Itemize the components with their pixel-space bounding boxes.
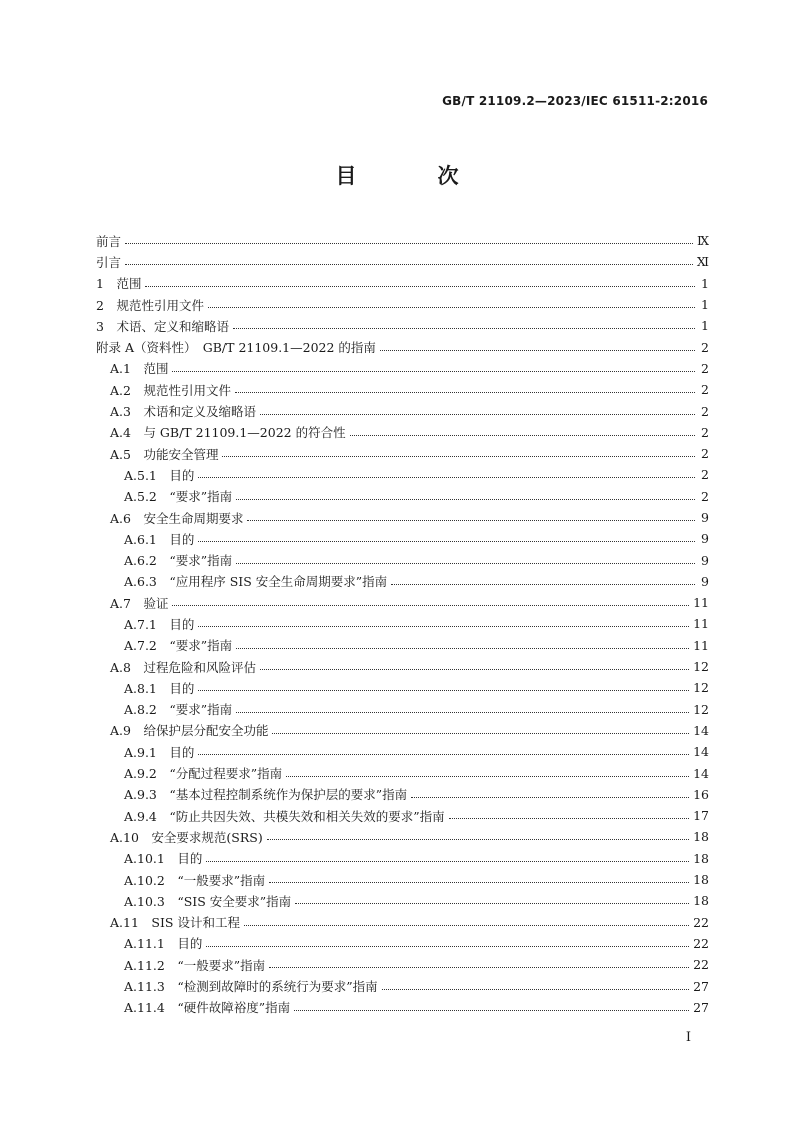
toc-entry-page: 11 [693,595,709,611]
page-title: 目 次 [335,164,489,188]
toc-entry-label: A.1 范围 [110,361,169,377]
toc-entry[interactable] [96,336,709,357]
toc-entry-page: 1 [701,275,709,291]
toc-entry-label: 2 规范性引用文件 [96,297,204,313]
toc-leader-dots [172,605,689,606]
toc-entry-label: A.9 给保护层分配安全功能 [110,723,269,739]
toc-entry-page: 27 [693,999,709,1015]
toc-leader-dots [172,371,695,372]
toc-leader-dots [222,456,695,457]
toc-entry[interactable] [96,997,709,1018]
toc-entry-page: 11 [693,616,709,632]
toc-entry-page: 9 [701,552,709,568]
toc-leader-dots [125,264,693,265]
toc-entry-page: 2 [701,424,709,440]
toc-entry[interactable] [96,528,709,549]
toc-entry-page: 1 [701,297,709,313]
toc-entry-page: Ⅺ [696,254,709,270]
toc-entry-label: A.7 验证 [110,595,169,611]
toc-entry[interactable] [96,869,709,890]
toc-entry[interactable] [96,975,709,996]
toc-entry-page: 14 [693,722,709,738]
toc-leader-dots [411,797,689,798]
page-number: Ⅰ [685,1030,691,1045]
toc-entry-page: 16 [693,786,709,802]
toc-leader-dots [286,776,689,777]
toc-entry[interactable] [96,635,709,656]
toc-entry-label: A.6.1 目的 [124,531,195,547]
toc-leader-dots [350,435,695,436]
toc-entry[interactable] [96,358,709,379]
toc-entry-label: 引言 [96,254,122,270]
toc-leader-dots [295,903,689,904]
toc-entry-page: 17 [693,808,709,824]
toc-entry-page: 18 [693,850,709,866]
toc-leader-dots [235,392,695,393]
toc-leader-dots [272,733,689,734]
toc-entry[interactable] [96,613,709,634]
toc-entry-page: 12 [693,659,709,675]
toc-leader-dots [449,818,689,819]
toc-leader-dots [233,328,695,329]
toc-leader-dots [244,925,689,926]
toc-entry-label: 1 范围 [96,276,142,292]
toc-entry[interactable] [96,592,709,613]
toc-entry-page: 14 [693,765,709,781]
toc-entry-page: Ⅸ [696,233,709,249]
toc-entry-label: 附录 A（资料性） GB/T 21109.1—2022 的指南 [96,340,376,356]
toc-entry-label: A.6.3 “应用程序 SIS 安全生命周期要求”指南 [124,574,388,590]
toc-leader-dots [391,584,695,585]
toc-entry-label: A.9.3 “基本过程控制系统作为保护层的要求”指南 [124,787,408,803]
toc-entry-label: 3 术语、定义和缩略语 [96,318,229,334]
toc-entry-label: 前言 [96,233,122,249]
toc-entry[interactable] [96,400,709,421]
toc-entry-label: A.11.3 “检测到故障时的系统行为要求”指南 [124,979,378,995]
toc-entry-page: 2 [701,360,709,376]
toc-entry-page: 12 [693,701,709,717]
toc-entry[interactable] [96,699,709,720]
toc-entry[interactable] [96,933,709,954]
toc-entry-label: A.3 术语和定义及缩略语 [110,404,256,420]
toc-entry[interactable] [96,379,709,400]
toc-entry-label: A.9.1 目的 [124,744,195,760]
toc-entry[interactable] [96,273,709,294]
toc-leader-dots [382,989,689,990]
toc-leader-dots [269,882,689,883]
toc-entry-page: 18 [693,829,709,845]
toc-entry-label: A.11.2 “一般要求”指南 [124,957,266,973]
toc-entry[interactable] [96,443,709,464]
toc-entry-page: 9 [701,531,709,547]
toc-entry-label: A.9.2 “分配过程要求”指南 [124,766,283,782]
toc-entry-page: 27 [693,978,709,994]
toc-leader-dots [198,626,689,627]
toc-entry-page: 1 [701,318,709,334]
toc-entry-label: A.4 与 GB/T 21109.1—2022 的符合性 [110,425,346,441]
toc-leader-dots [208,307,695,308]
toc-entry[interactable] [96,954,709,975]
toc-entry-label: A.8.2 “要求”指南 [124,702,233,718]
toc-entry-label: A.7.2 “要求”指南 [124,638,233,654]
toc-entry[interactable] [96,549,709,570]
toc-entry[interactable] [96,230,709,251]
toc-entry-page: 9 [701,510,709,525]
toc-entry-page: 18 [693,893,709,909]
toc-entry-page: 2 [701,488,709,504]
toc-entry[interactable] [96,251,709,272]
toc-entry-page: 14 [693,744,709,760]
toc-leader-dots [236,712,689,713]
toc-leader-dots [269,967,689,968]
toc-leader-dots [206,946,689,947]
toc-entry-label: A.5.1 目的 [124,467,195,483]
toc-leader-dots [198,541,695,542]
toc-leader-dots [198,690,689,691]
toc-entry[interactable] [96,315,709,336]
toc-leader-dots [236,499,695,500]
toc-entry[interactable] [96,848,709,869]
toc-leader-dots [236,563,695,564]
toc-entry-page: 2 [701,403,709,419]
toc-entry-page: 2 [701,467,709,483]
toc-entry-label: A.6.2 “要求”指南 [124,553,233,569]
standard-code-header: GB/T 21109.2—2023/IEC 61511-2:2016 [442,94,708,108]
toc-leader-dots [260,669,689,670]
toc-leader-dots [380,350,695,351]
toc-leader-dots [267,839,689,840]
toc-entry-page: 2 [701,382,709,398]
toc-entry[interactable] [96,656,709,677]
toc-entry[interactable] [96,720,709,741]
toc-entry[interactable] [96,677,709,698]
table-of-contents [96,230,709,1018]
toc-entry[interactable] [96,294,709,315]
toc-entry-label: A.10.1 目的 [124,851,203,867]
toc-leader-dots [125,243,693,244]
toc-entry-label: A.9.4 “防止共因失效、共模失效和相关失效的要求”指南 [124,808,445,824]
toc-entry-page: 12 [693,680,709,696]
toc-entry-label: A.10.3 “SIS 安全要求”指南 [124,893,292,909]
toc-entry-page: 22 [693,914,709,930]
toc-entry[interactable] [96,890,709,911]
toc-leader-dots [145,286,695,287]
toc-entry-page: 18 [693,872,709,888]
toc-entry-label: A.6 安全生命周期要求 [110,510,244,526]
toc-entry-page: 11 [693,637,709,653]
toc-entry-page: 22 [693,935,709,951]
toc-leader-dots [198,477,695,478]
toc-entry[interactable] [96,762,709,783]
toc-entry-label: A.11 SIS 设计和工程 [110,915,240,931]
toc-leader-dots [206,861,689,862]
toc-leader-dots [236,648,689,649]
toc-leader-dots [247,520,695,521]
toc-entry[interactable] [96,507,709,528]
toc-entry-label: A.8.1 目的 [124,680,195,696]
toc-entry-page: 9 [701,573,709,589]
toc-entry-label: A.11.1 目的 [124,936,203,952]
toc-leader-dots [198,754,689,755]
toc-entry-label: A.8 过程危险和风险评估 [110,659,256,675]
toc-entry[interactable] [96,784,709,805]
toc-entry[interactable] [96,912,709,933]
toc-entry-label: A.5.2 “要求”指南 [124,489,233,505]
toc-entry[interactable] [96,826,709,847]
toc-entry-label: A.5 功能安全管理 [110,446,219,462]
toc-entry[interactable] [96,464,709,485]
toc-entry[interactable] [96,741,709,762]
toc-leader-dots [260,414,695,415]
toc-entry-page: 22 [693,957,709,973]
toc-entry[interactable] [96,486,709,507]
toc-entry-page: 2 [701,446,709,462]
toc-entry-label: A.11.4 “硬件故障裕度”指南 [124,1000,291,1016]
toc-entry[interactable] [96,422,709,443]
toc-entry[interactable] [96,805,709,826]
toc-entry-label: A.10.2 “一般要求”指南 [124,872,266,888]
toc-entry-label: A.7.1 目的 [124,616,195,632]
toc-leader-dots [294,1010,689,1011]
toc-entry-label: A.10 安全要求规范(SRS) [110,829,263,845]
toc-entry[interactable] [96,571,709,592]
toc-entry-label: A.2 规范性引用文件 [110,382,231,398]
toc-entry-page: 2 [701,339,709,355]
